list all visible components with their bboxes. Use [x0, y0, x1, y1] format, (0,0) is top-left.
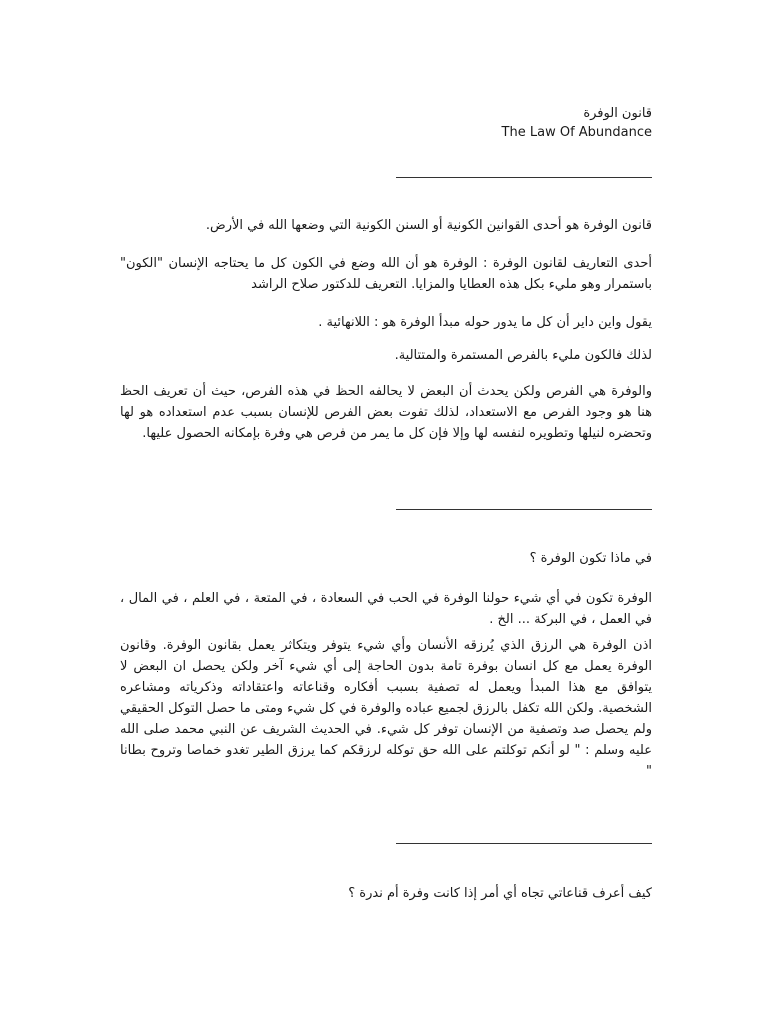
document-page	[120, 0, 652, 1024]
title-arabic: قانون الوفرة	[583, 106, 652, 121]
paragraph: والوفرة هي الفرص ولكن يحدث أن البعض لا يحالفه الحظ في هذه الفرص، حيث أن تعريف الحظ هنا هو وجود الفرص مع الاستعداد، لذلك تفوت بعض الفرص للإنسان بسبب عدم استعداده هو لها وتحضره لنيلها وتطويره لنفسه لها وإلا فإن كل ما يمر من فرص هي وفرة بإمكانه الحصول عليها.	[120, 384, 652, 441]
paragraph: الوفرة تكون في أي شيء حولنا الوفرة في الحب في السعادة ، في المتعة ، في العلم ، في المال ، في العمل ، في البركة ... الخ .	[120, 591, 652, 627]
section-heading: في ماذا تكون الوفرة ؟	[529, 551, 652, 566]
section-divider	[396, 509, 652, 510]
paragraph: لذلك فالكون مليء بالفرص المستمرة والمتتالية.	[394, 348, 652, 363]
section-divider	[396, 177, 652, 178]
section-heading: كيف أعرف قناعاتي تجاه أي أمر إذا كانت وفرة أم ندرة ؟	[348, 886, 652, 901]
section-divider	[396, 843, 652, 844]
paragraph: يقول واين داير أن كل ما يدور حوله مبدأ الوفرة هو : اللانهائية .	[318, 315, 652, 330]
paragraph: قانون الوفرة هو أحدى القوانين الكونية أو السنن الكونية التي وضعها الله في الأرض.	[205, 218, 652, 233]
paragraph: اذن الوفرة هي الرزق الذي يُرزقه الأنسان وأي شيء يتوفر ويتكاثر يعمل بقانون الوفرة. وقانون الوفرة يعمل مع كل انسان بوفرة تامة بدون الحاجة إلى أي شيء آخر ولكن يحصل ان البعض لا يتوافق مع هذا المبدأ ويعمل له تصفية بسبب أفكاره وقناعاته واعتقاداته وذكرياته ومشاعره الشخصية. ولكن الله تكفل بالرزق لجميع عباده والوفرة في كل شيء ومتى ما حصل التوكل الحقيقي ولم يحصل صد وتصفية من الإنسان توفر كل شيء. في الحديث الشريف عن النبي محمد صلى الله عليه وسلم : " لو أنكم توكلتم على الله حق توكله لرزقكم كما يرزق الطير تغدو خماصا وتروح بطانا "	[120, 638, 652, 779]
paragraph: أحدى التعاريف لقانون الوفرة : الوفرة هو أن الله وضع في الكون كل ما يحتاجه الإنسان "الكون" باستمرار وهو مليء بكل هذه العطايا والمزايا. التعريف للدكتور صلاح الراشد	[120, 256, 652, 292]
title-english: The Law Of Abundance	[501, 125, 652, 140]
